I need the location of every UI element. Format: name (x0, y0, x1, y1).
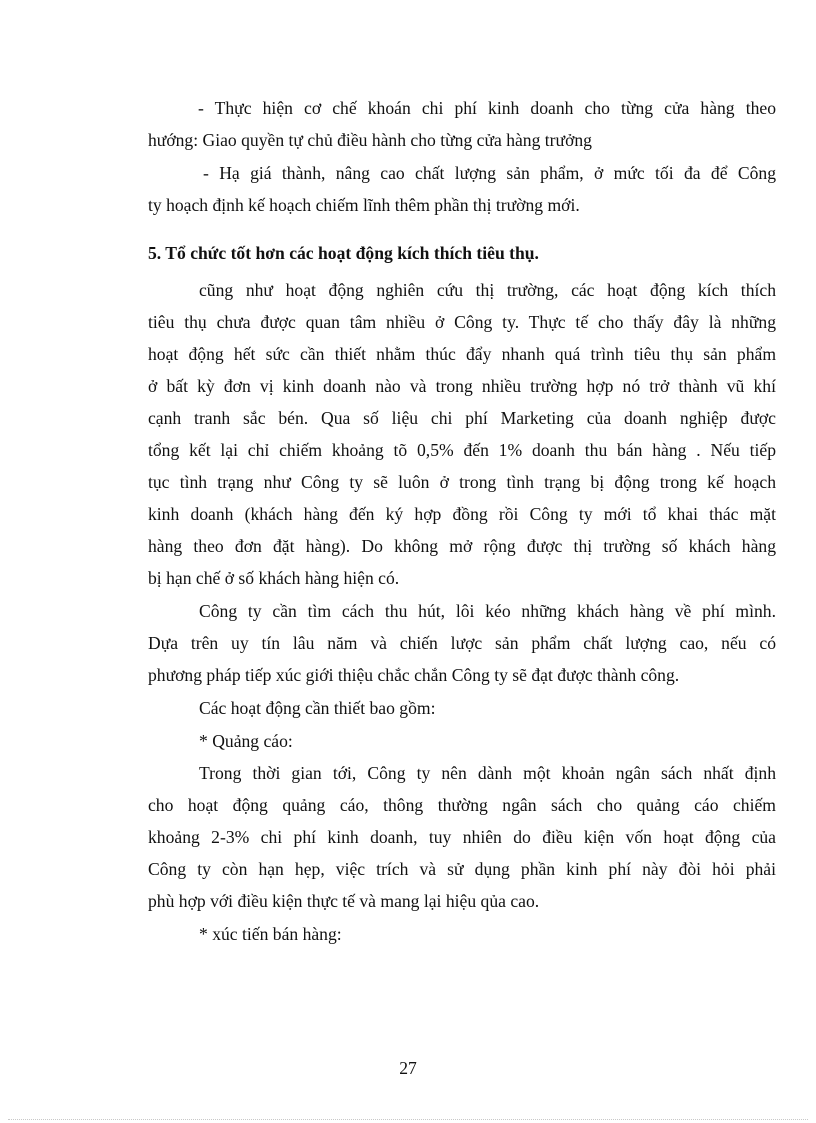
paragraph-line: cạnh tranh sắc bén. Qua số liệu chi phí Marketing của doanh nghiệp được (148, 408, 776, 428)
paragraph-line: cũng như hoạt động nghiên cứu thị trường, các hoạt động kích thích (199, 280, 776, 300)
paragraph-line: Dựa trên uy tín lâu năm và chiến lược sản phẩm chất lượng cao, nếu có (148, 633, 776, 653)
paragraph-line: ty hoạch định kế hoạch chiếm lĩnh thêm phần thị trường mới. (148, 195, 580, 215)
paragraph-line: kinh doanh (khách hàng đến ký hợp đồng rồi Công ty mới tổ khai thác mặt (148, 504, 776, 524)
paragraph-line: phù hợp với điều kiện thực tế và mang lại hiệu qủa cao. (148, 891, 540, 911)
paragraph-line: bị hạn chế ở số khách hàng hiện có. (148, 568, 400, 588)
page-number: 27 (399, 1058, 417, 1078)
paragraph-line: tục tình trạng như Công ty sẽ luôn ở trong tình trạng bị động trong kế hoạch (148, 472, 776, 492)
paragraph-line: phương pháp tiếp xúc giới thiệu chắc chắn Công ty sẽ đạt được thành công. (148, 665, 680, 685)
paragraph-line: Các hoạt động cần thiết bao gồm: (199, 698, 436, 718)
paragraph-line: hàng theo đơn đặt hàng). Do không mở rộng được thị trường số khách hàng (148, 536, 776, 556)
paragraph-line: khoảng 2-3% chi phí kinh doanh, tuy nhiên do điều kiện vốn hoạt động của (148, 827, 776, 847)
paragraph-line: - Thực hiện cơ chế khoán chi phí kinh doanh cho từng cửa hàng theo (198, 98, 776, 118)
paragraph-line: tổng kết lại chỉ chiếm khoảng tõ 0,5% đến 1% doanh thu bán hàng . Nếu tiếp (148, 440, 776, 460)
paragraph-line: hoạt động hết sức cần thiết nhằm thúc đẩy nhanh quá trình tiêu thụ sản phẩm (148, 344, 776, 364)
page-bottom-border (8, 1119, 808, 1120)
paragraph-line: tiêu thụ chưa được quan tâm nhiều ở Công ty. Thực tế cho thấy đây là những (148, 312, 776, 332)
paragraph-line: - Hạ giá thành, nâng cao chất lượng sản phẩm, ở mức tối đa để Công (203, 163, 776, 183)
paragraph-line: Trong thời gian tới, Công ty nên dành một khoản ngân sách nhất định (199, 763, 776, 783)
list-item: * xúc tiến bán hàng: (199, 924, 342, 944)
paragraph-line: Công ty còn hạn hẹp, việc trích và sử dụng phần kinh phí này đòi hỏi phải (148, 859, 776, 879)
section-heading: 5. Tổ chức tốt hơn các hoạt động kích thích tiêu thụ. (148, 243, 539, 263)
paragraph-line: ở bất kỳ đơn vị kinh doanh nào và trong nhiều trường hợp nó trở thành vũ khí (148, 376, 776, 396)
list-item: * Quảng cáo: (199, 731, 293, 751)
paragraph-line: Công ty cần tìm cách thu hút, lôi kéo những khách hàng về phí mình. (199, 601, 776, 621)
paragraph-line: hướng: Giao quyền tự chủ điều hành cho từng cửa hàng trưởng (148, 130, 592, 150)
paragraph-line: cho hoạt động quảng cáo, thông thường ngân sách cho quảng cáo chiếm (148, 795, 776, 815)
